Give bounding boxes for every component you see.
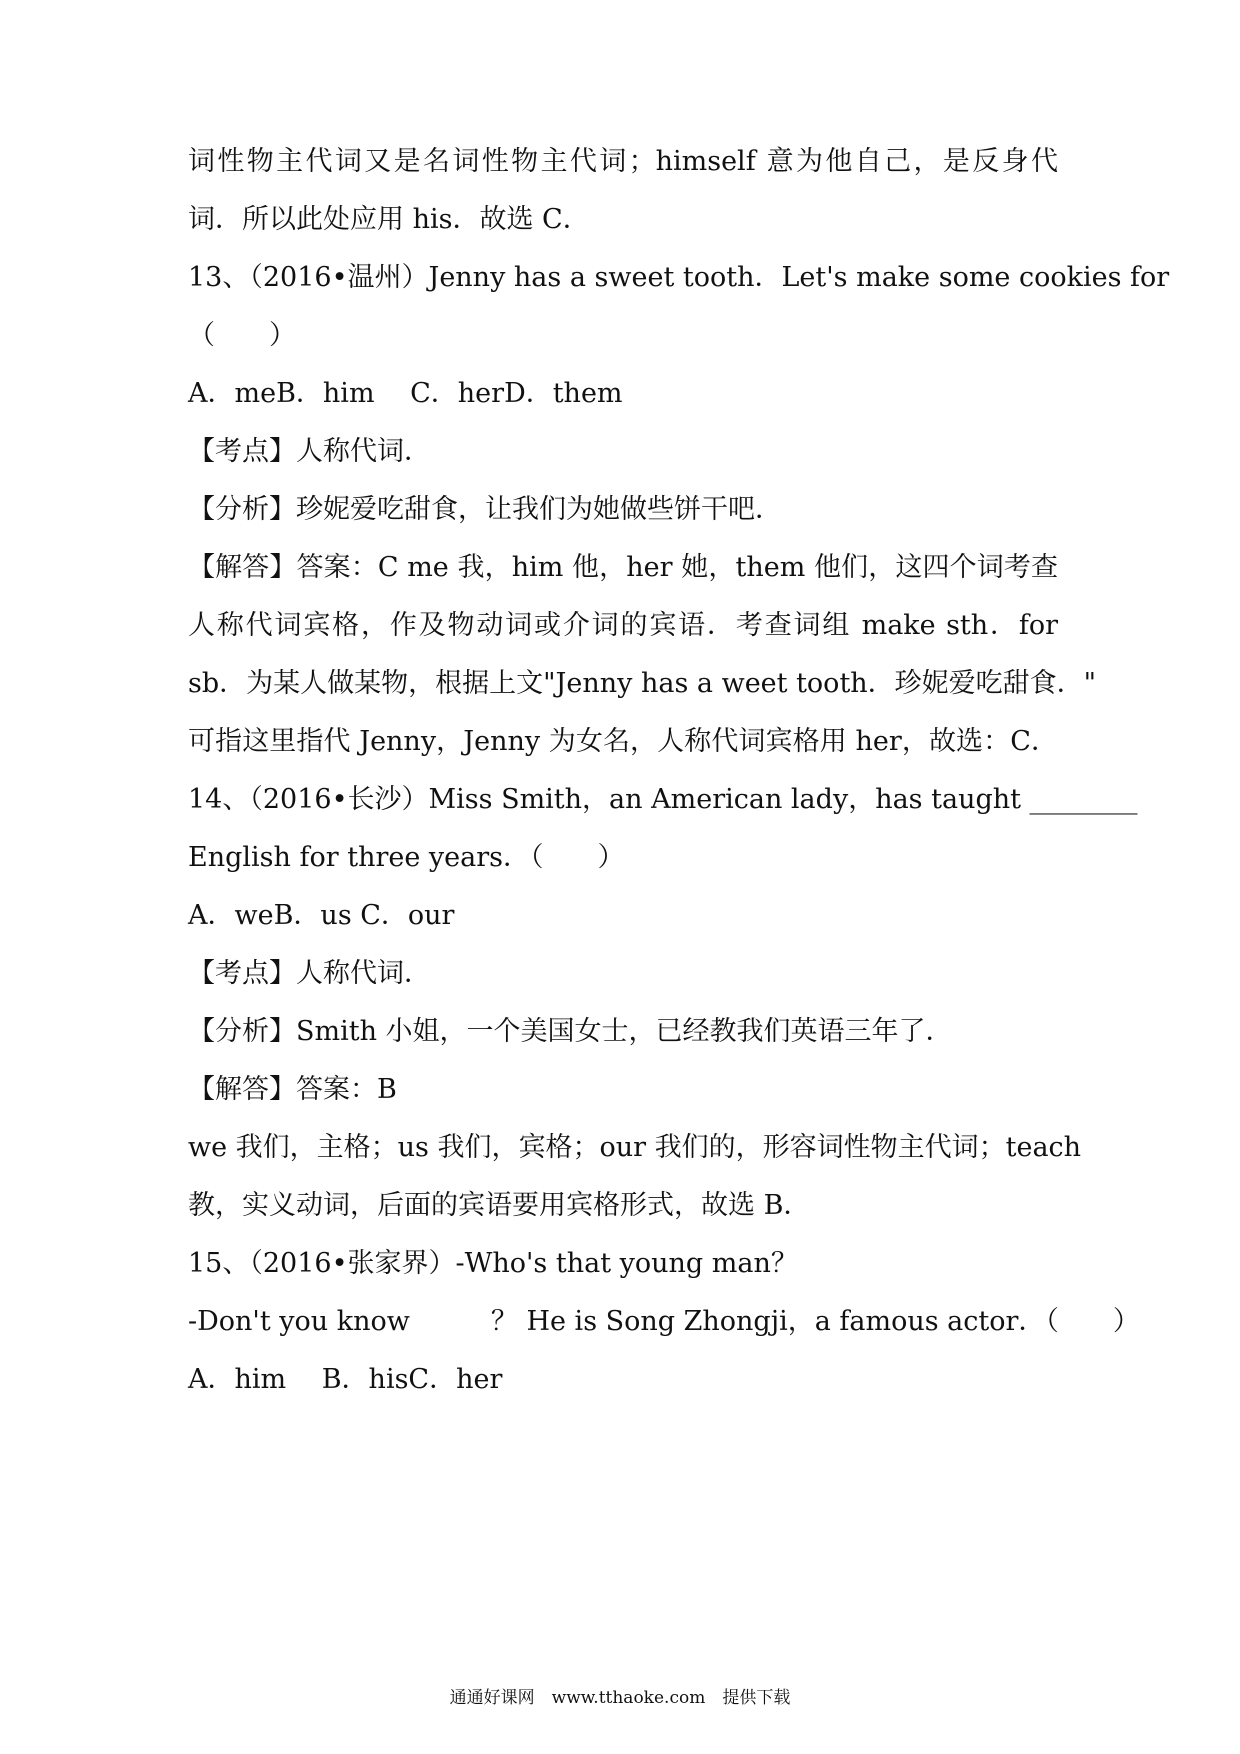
question-15-options: A．him B．hisC．her <box>188 1364 503 1395</box>
text-line: 可指这里指代 Jenny，Jenny 为女名，人称代词宾格用 her，故选：C． <box>188 726 1058 757</box>
question-13-stem: 13、（2016•温州）Jenny has a sweet tooth．Let's make some cookies for <box>188 262 1170 293</box>
text-line: 词．所以此处应用 his．故选 C． <box>188 204 590 235</box>
question-14-stem: 14、（2016•长沙）Miss Smith，an American lady，has taught ________ <box>188 784 1138 815</box>
question-13-options: A．meB．him C．herD．them <box>188 378 623 409</box>
text-line: 词性物主代词又是名词性物主代词；himself 意为他自己，是反身代 <box>188 146 1058 177</box>
text-line: sb．为某人做某物，根据上文"Jenny has a weet tooth．珍妮爱吃甜食．" <box>188 668 1097 699</box>
question-13-blank: （ ） <box>188 320 296 351</box>
question-14-topic: 【考点】人称代词． <box>188 958 431 989</box>
text-line: we 我们，主格；us 我们，宾格；our 我们的，形容词性物主代词；teach <box>188 1132 1082 1163</box>
question-13-analysis: 【分析】珍妮爱吃甜食，让我们为她做些饼干吧． <box>188 494 782 525</box>
question-13-answer: 【解答】答案：C me 我，him 他，her 她，them 他们，这四个词考查 <box>188 552 1058 583</box>
text-line: English for three years．（ ） <box>188 842 625 873</box>
question-14-options: A．weB．us C．our <box>188 900 455 931</box>
page-footer: 通通好课网 www.tthaoke.com 提供下载 <box>449 1688 791 1708</box>
question-14-answer: 【解答】答案：B <box>188 1074 397 1105</box>
question-14-analysis: 【分析】Smith 小姐，一个美国女士，已经教我们英语三年了． <box>188 1016 953 1047</box>
question-13-topic: 【考点】人称代词． <box>188 436 431 467</box>
text-line: 人称代词宾格，作及物动词或介词的宾语．考查词组 make sth．for <box>188 610 1058 641</box>
question-15-stem: 15、（2016•张家界）-Who's that young man？ <box>188 1248 798 1279</box>
text-line: -Don't you know ？ He is Song Zhongji，a famous actor．（ ） <box>188 1306 1140 1337</box>
text-line: 教，实义动词，后面的宾语要用宾格形式，故选 B． <box>188 1190 811 1221</box>
